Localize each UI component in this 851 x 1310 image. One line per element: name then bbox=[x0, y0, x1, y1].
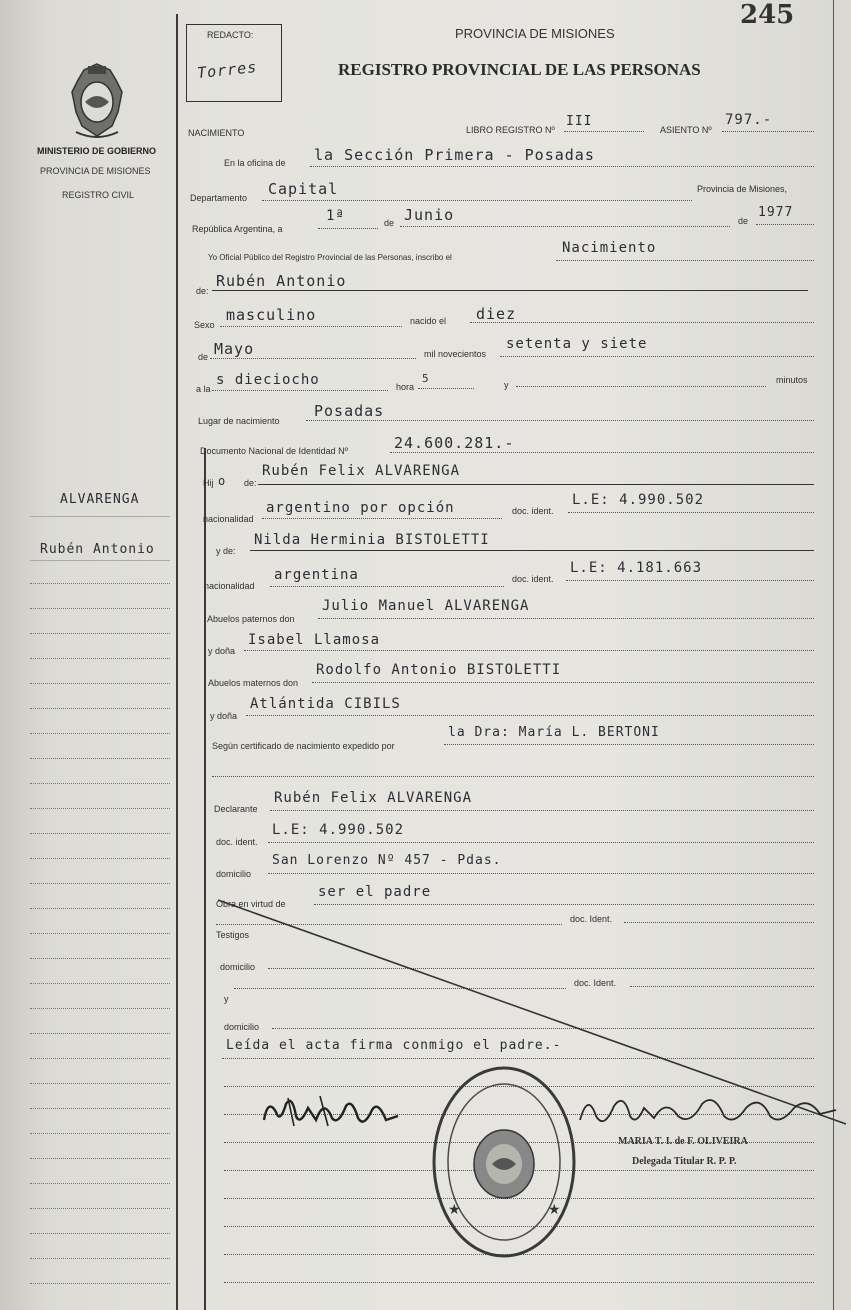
testigo1-domicilio-label: domicilio bbox=[220, 962, 256, 972]
abuelo-materno-value: Rodolfo Antonio BISTOLETTI bbox=[316, 662, 562, 678]
left-header-registry: REGISTRO CIVIL bbox=[62, 190, 135, 200]
sexo-value: masculino bbox=[226, 306, 317, 324]
lugar-label: Lugar de nacimiento bbox=[198, 416, 280, 426]
nac-madre-value: argentina bbox=[274, 567, 359, 583]
de-mes-label: de bbox=[198, 352, 209, 362]
testigo-y-label: y bbox=[224, 994, 229, 1004]
header-province: PROVINCIA DE MISIONES bbox=[455, 26, 615, 41]
left-header-province: PROVINCIA DE MISIONES bbox=[40, 166, 151, 176]
de2-label: de bbox=[738, 216, 749, 226]
de-nombre-label: de: bbox=[196, 286, 209, 296]
hijo-suffix: o bbox=[218, 474, 227, 488]
obra-label: Obra en virtud de bbox=[216, 899, 286, 909]
madre-value: Nilda Herminia BISTOLETTI bbox=[254, 532, 490, 548]
doc-madre-value: L.E: 4.181.663 bbox=[570, 560, 703, 576]
testigo2-domicilio-label: domicilio bbox=[224, 1022, 260, 1032]
declarante-value: Rubén Felix ALVARENGA bbox=[274, 790, 473, 806]
declarante-label: Declarante bbox=[214, 804, 258, 814]
act-type-label: NACIMIENTO bbox=[188, 128, 245, 138]
provincia-label: Provincia de Misiones, bbox=[697, 184, 788, 194]
doc-padre-value: L.E: 4.990.502 bbox=[572, 492, 705, 508]
mil-label: mil novecientos bbox=[424, 349, 487, 359]
departamento-label: Departamento bbox=[190, 193, 248, 203]
obra-value: ser el padre bbox=[318, 884, 432, 900]
redacto-value: Torres bbox=[196, 57, 258, 83]
doc-padre-label: doc. ident. bbox=[512, 506, 554, 516]
certificado-value: la Dra: María L. BERTONI bbox=[448, 725, 660, 740]
lugar-value: Posadas bbox=[314, 402, 385, 420]
mes-value: Junio bbox=[404, 206, 455, 224]
departamento-value: Capital bbox=[268, 180, 339, 198]
oficina-label: En la oficina de bbox=[224, 158, 286, 168]
sexo-label: Sexo bbox=[194, 320, 215, 330]
inscribo-value: Nacimiento bbox=[562, 240, 657, 256]
mil-value: setenta y siete bbox=[506, 336, 648, 352]
official-name: MARIA T. I. de F. OLIVEIRA bbox=[618, 1136, 748, 1147]
abuelo-paterno-value: Julio Manuel ALVARENGA bbox=[322, 598, 530, 614]
doc-madre-label: doc. ident. bbox=[512, 574, 554, 584]
redacto-label: REDACTO: bbox=[207, 30, 254, 40]
libro-label: LIBRO REGISTRO Nº bbox=[466, 125, 555, 135]
nac-padre-label: nacionalidad bbox=[203, 514, 254, 524]
abuelos-maternos-label: Abuelos maternos don bbox=[208, 678, 299, 688]
abuelos-paternos-label: Abuelos paternos don bbox=[207, 614, 295, 624]
asiento-label: ASIENTO Nº bbox=[660, 125, 712, 135]
svg-text:★: ★ bbox=[448, 1202, 461, 1218]
domicilio-label: domicilio bbox=[216, 869, 252, 879]
abuela-materna-value: Atlántida CIBILS bbox=[250, 696, 401, 712]
nacido-value: diez bbox=[476, 305, 517, 323]
dni-label: Documento Nacional de Identidad Nº bbox=[200, 446, 348, 456]
margin-note-surname: ALVARENGA bbox=[60, 492, 140, 507]
official-stamp bbox=[430, 1064, 580, 1260]
domicilio-value: San Lorenzo Nº 457 - Pdas. bbox=[272, 853, 502, 868]
nac-madre-label: nacionalidad bbox=[204, 581, 255, 591]
official-signature bbox=[574, 1086, 844, 1136]
alas-label: a la bbox=[196, 384, 211, 394]
y-de-label: y de: bbox=[216, 546, 236, 556]
asiento-value: 797.- bbox=[725, 112, 773, 128]
nombre-value: Rubén Antonio bbox=[216, 272, 347, 290]
testigo1-doc-label: doc. Ident. bbox=[570, 914, 613, 924]
de-padre-label: de: bbox=[244, 478, 257, 488]
dni-value: 24.600.281.- bbox=[394, 434, 515, 452]
margin-note-given-name: Rubén Antonio bbox=[40, 542, 155, 557]
declarante-doc-label: doc. ident. bbox=[216, 837, 258, 847]
nac-padre-value: argentino por opción bbox=[266, 500, 455, 516]
nacido-label: nacido el bbox=[410, 316, 447, 326]
page-number: 245 bbox=[740, 0, 795, 30]
official-role: Delegada Titular R. P. P. bbox=[632, 1156, 737, 1167]
hora-label: hora bbox=[396, 382, 415, 392]
leida-text: Leída el acta firma conmigo el padre.- bbox=[226, 1038, 562, 1053]
dia-value: 1ª bbox=[326, 208, 345, 224]
abuela-paterna-value: Isabel Llamosa bbox=[248, 632, 381, 648]
svg-text:★: ★ bbox=[548, 1202, 561, 1218]
hora-extra: 5 bbox=[422, 372, 430, 385]
inscribo-label: Yo Oficial Público del Registro Provincial de las Personas, inscribo el bbox=[208, 253, 452, 262]
y-dona-2-label: y doña bbox=[210, 711, 238, 721]
header-title: REGISTRO PROVINCIAL DE LAS PERSONAS bbox=[338, 60, 701, 79]
testigo2-doc-label: doc. Ident. bbox=[574, 978, 617, 988]
libro-value: III bbox=[566, 114, 593, 129]
hora-value: s dieciocho bbox=[216, 372, 320, 388]
nac-mes-value: Mayo bbox=[214, 340, 255, 358]
declarant-signature bbox=[258, 1090, 408, 1140]
minutos-label: minutos bbox=[776, 375, 808, 385]
anio-value: 1977 bbox=[758, 205, 794, 220]
y-label: y bbox=[504, 380, 509, 390]
hijo-label: Hij bbox=[203, 478, 214, 488]
declarante-doc-value: L.E: 4.990.502 bbox=[272, 822, 405, 838]
padre-value: Rubén Felix ALVARENGA bbox=[262, 463, 461, 479]
left-header-ministry: MINISTERIO DE GOBIERNO bbox=[37, 146, 157, 156]
y-dona-1-label: y doña bbox=[208, 646, 236, 656]
testigos-label: Testigos bbox=[216, 930, 250, 940]
oficina-value: la Sección Primera - Posadas bbox=[314, 146, 595, 164]
certificado-label: Según certificado de nacimiento expedido por bbox=[212, 741, 395, 751]
republica-label: República Argentina, a bbox=[192, 224, 283, 234]
de-label: de bbox=[384, 218, 395, 228]
